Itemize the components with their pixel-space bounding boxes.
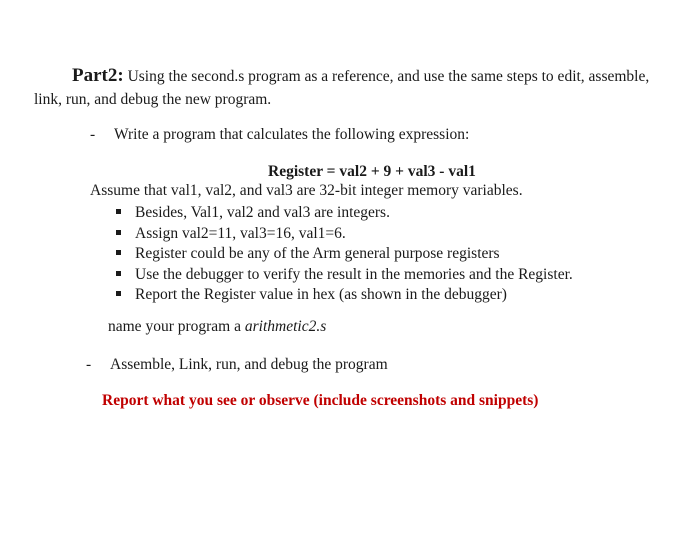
task-text: Assemble, Link, run, and debug the program bbox=[110, 356, 388, 373]
assumption-text: Assume that val1, val2, and val3 are 32-bit integer memory variables. bbox=[90, 182, 523, 199]
list-item bbox=[116, 203, 573, 224]
square-bullet-icon bbox=[116, 230, 121, 235]
intro-text: Using the second.s program as a reference, and use the same steps to edit, assemble, link, run, and debug the new program. bbox=[34, 68, 650, 108]
square-bullet-icon bbox=[116, 291, 121, 296]
list-item-text: Assign val2=11, val3=16, val1=6. bbox=[135, 224, 346, 242]
task-item-assemble bbox=[86, 356, 388, 374]
program-filename: arithmetic2.s bbox=[244, 318, 327, 335]
list-item-text: Report the Register value in hex (as shown in the debugger) bbox=[135, 286, 507, 303]
part-heading: Part2: bbox=[72, 65, 124, 86]
square-bullet-icon bbox=[116, 209, 121, 214]
square-bullet-icon bbox=[116, 250, 121, 255]
task-item-write-program bbox=[90, 126, 469, 144]
list-item bbox=[116, 265, 573, 286]
list-item bbox=[116, 244, 573, 265]
list-item bbox=[116, 224, 573, 245]
square-bullet-icon bbox=[116, 271, 121, 276]
requirements-list bbox=[116, 203, 573, 306]
program-name-line bbox=[108, 318, 326, 336]
list-item-text: Register could be any of the Arm general purpose registers bbox=[135, 245, 500, 262]
dash-marker: - bbox=[86, 356, 92, 373]
expression-formula: Register = val2 + 9 + val3 - val1 bbox=[268, 163, 476, 180]
dash-marker: - bbox=[90, 126, 96, 143]
list-item-text: Use the debugger to verify the result in the memories and the Register. bbox=[135, 265, 573, 283]
report-instruction: Report what you see or observe (include screenshots and snippets) bbox=[102, 392, 539, 409]
list-item-text: Besides, Val1, val2 and val3 are integers. bbox=[135, 204, 390, 221]
program-name-prefix: name your program a bbox=[108, 318, 245, 335]
list-item bbox=[116, 285, 573, 306]
task-text: Write a program that calculates the following expression: bbox=[114, 126, 470, 143]
intro-paragraph bbox=[34, 64, 674, 111]
